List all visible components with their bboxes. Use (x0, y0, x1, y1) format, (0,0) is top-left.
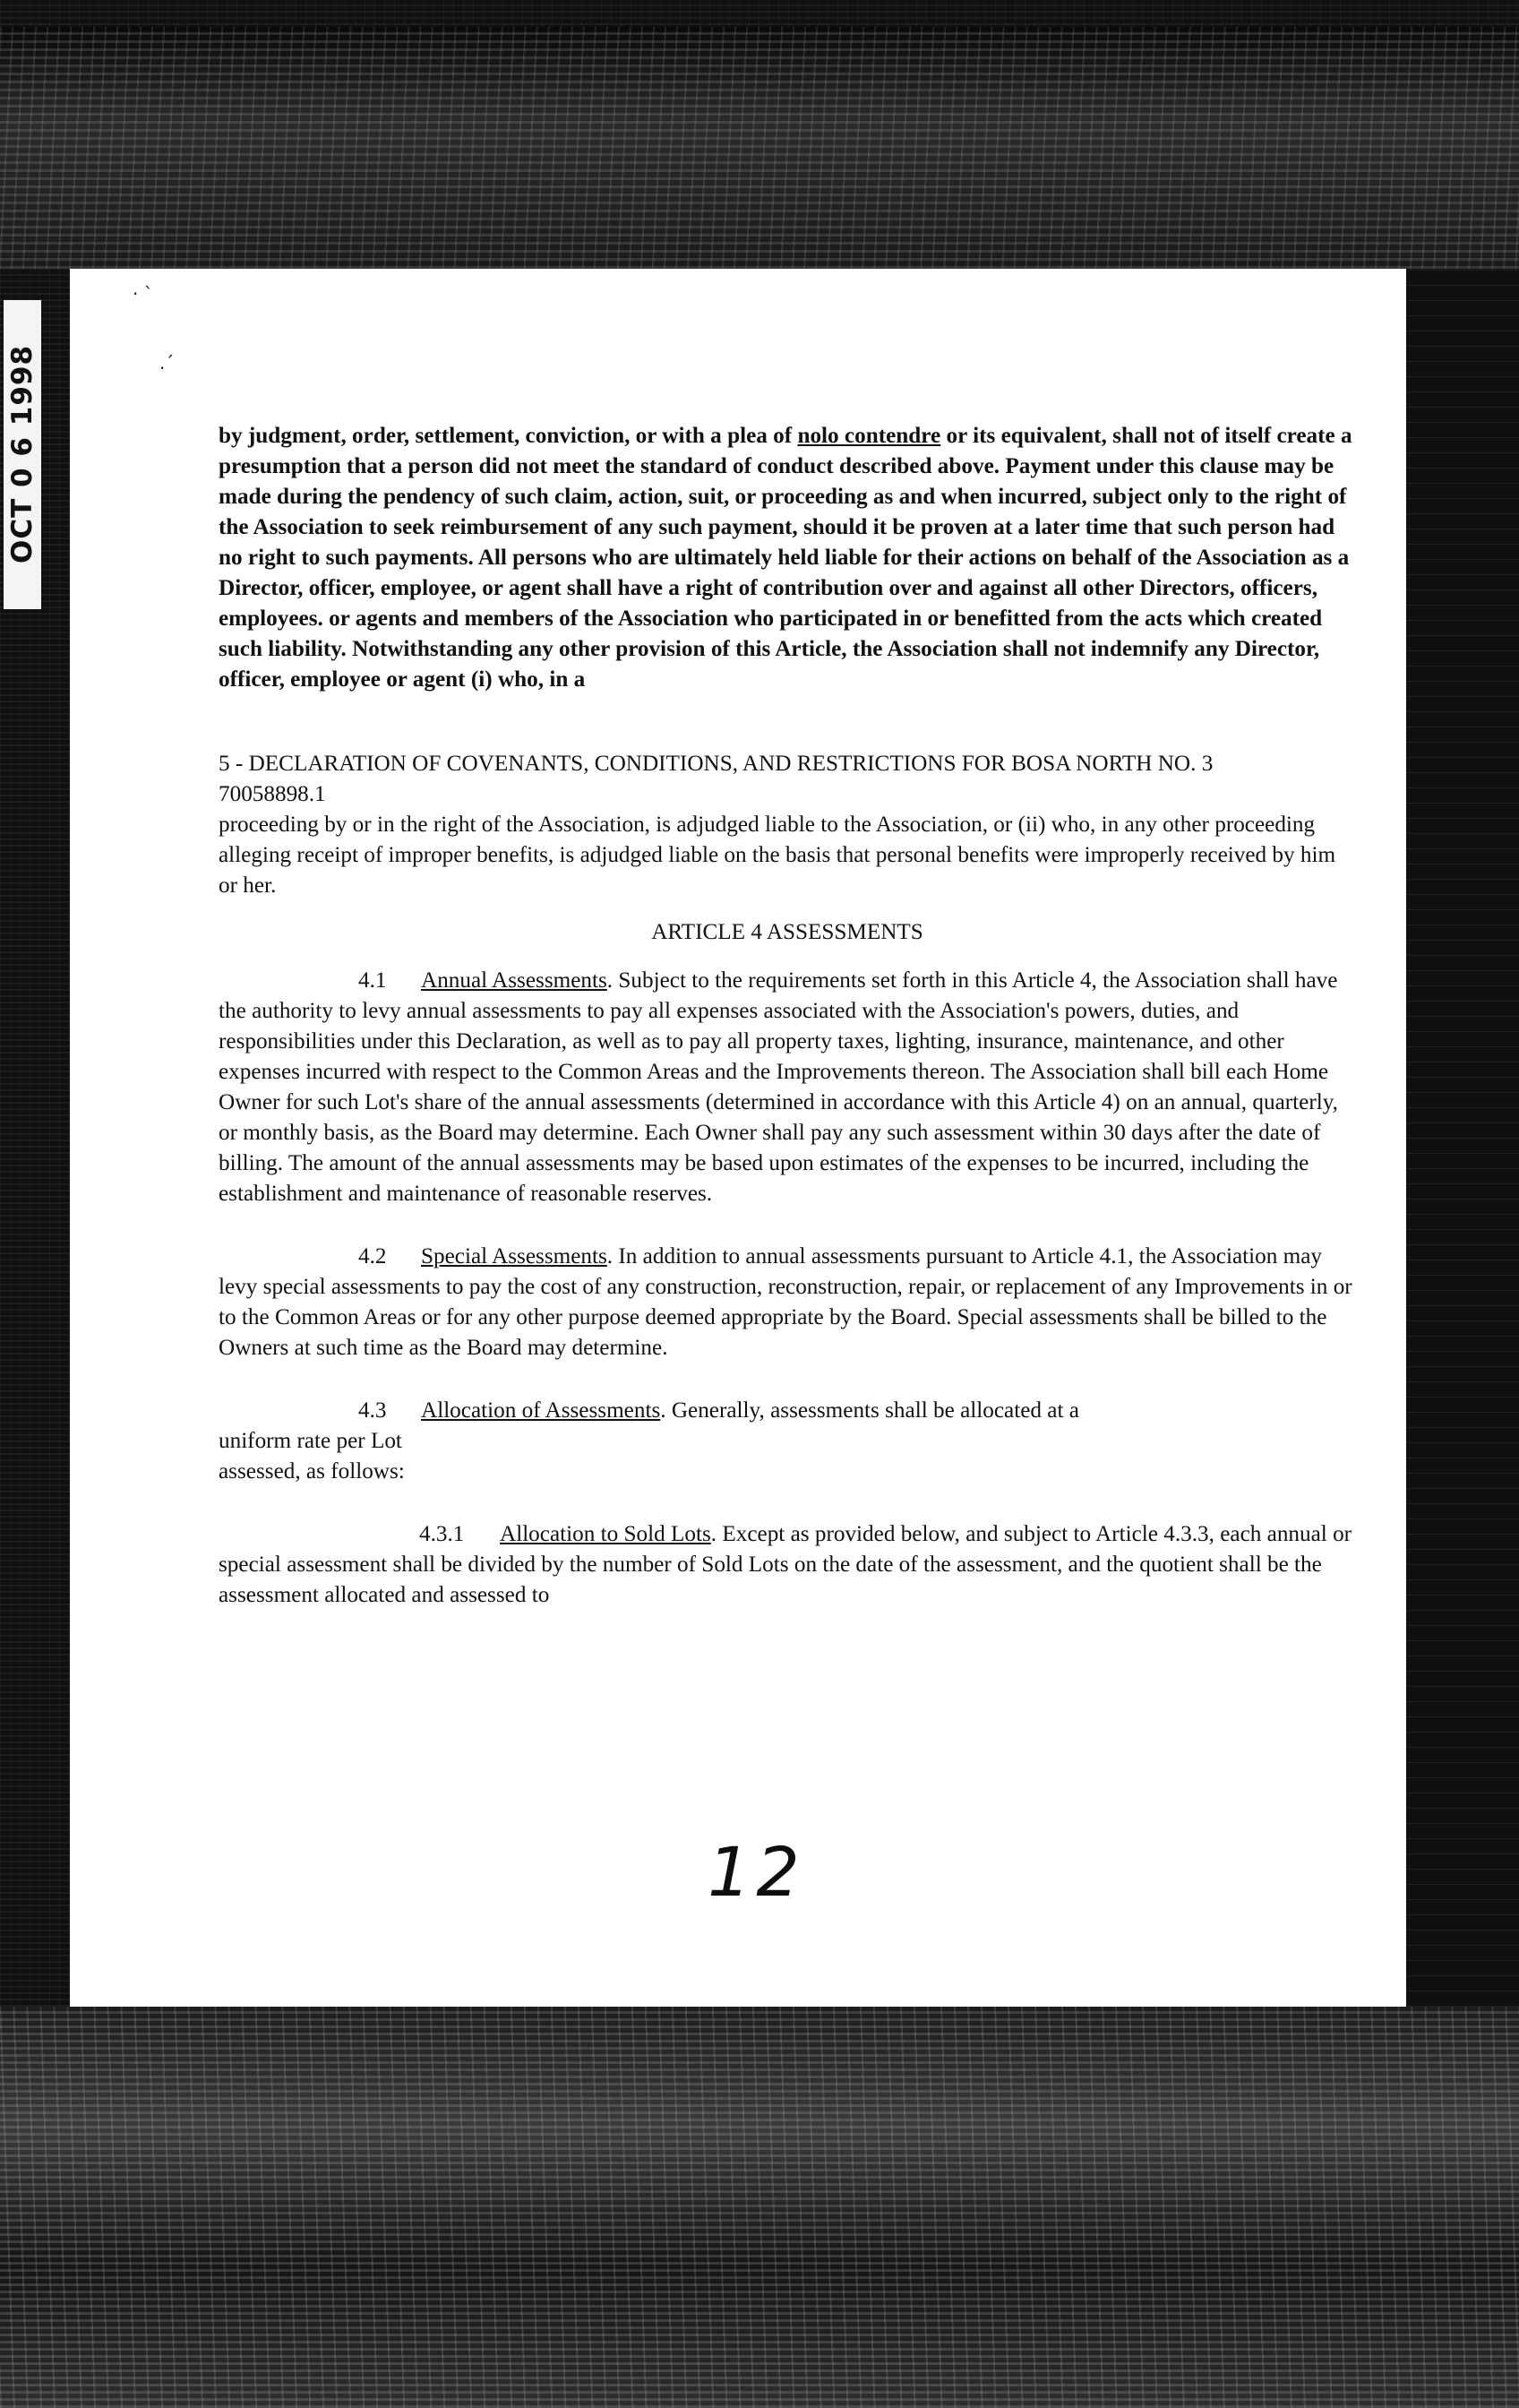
spacer (219, 1209, 1356, 1242)
document-page (70, 269, 1406, 2007)
section-title: Annual Assessments (421, 968, 607, 993)
scan-speck: · ˋ (133, 283, 153, 305)
document-body (219, 421, 1356, 1611)
scan-noise-bottom (0, 2007, 1519, 2408)
handwritten-page-number: 12 (708, 1832, 805, 1912)
scan-speck: .ˊ (159, 352, 175, 374)
section-title: Special Assessments (421, 1244, 607, 1268)
scan-noise-top (0, 27, 1519, 269)
section-title: Allocation of Assessments (421, 1398, 661, 1423)
spacer (219, 1363, 1356, 1396)
scan-noise-right (1406, 269, 1519, 2007)
spacer (219, 1487, 1356, 1519)
section-4-3 (219, 1396, 1356, 1426)
continuation-paragraph-2: proceeding by or in the right of the Association, is adjudged liable to the Association, or (ii) who, in any other proceeding alleging receipt of improper benefits, is adjudged liable on the basis that personal benefits were improperly received by him or her. (219, 813, 1336, 898)
text-run: by judgment, order, settlement, conviction, or with a plea of (219, 424, 798, 448)
text-run: or its equivalent, shall not of itself create a presumption that a person did not meet the standard of conduct described above. Payment under this clause may be made during the pendency of such claim, action, suit, or proceeding as and when incurred, subject only to the right of the Association to seek reimbursement of any such payment, should it be proven at a later time that such person had no right to such payments. All persons who are ultimately held liable for their actions on behalf of the Association as a Director, officer, employee, or agent shall have a right of contribution over and against all other Directors, officers, employees. or agents and members of the Association who participated in or benefitted from the acts which created such liability. Notwithstanding any other provision of this Article, the Association shall not indemnify any Director, officer, employee or agent (i) who, in a (219, 424, 1352, 692)
spacer (219, 948, 1356, 966)
section-number: 4.1 (358, 968, 387, 993)
stamp-date: OCT 0 6 1998 (6, 344, 39, 564)
section-4-1 (219, 966, 1356, 1209)
continuation-paragraph (219, 421, 1356, 695)
section-number: 4.2 (358, 1244, 387, 1268)
section-body: . In addition to annual assessments pursuant to Article 4.1, the Association may levy special assessments to pay the cost of any construction, reconstruction, repair, or replacement of any Improvements in or to the Common Areas or for any other purpose deemed appropriate by the Board. Special assessments shall be billed to the Owners at such time as the Board may determine. (219, 1244, 1352, 1360)
page-footer-title: 5 - DECLARATION OF COVENANTS, CONDITIONS, AND RESTRICTIONS FOR BOSA NORTH NO. 3 (219, 752, 1214, 776)
spacer (219, 695, 1356, 749)
section-4-2 (219, 1242, 1356, 1363)
section-body: . Except as provided below, and subject to Article 4.3.3, each annual or special assessment shall be divided by the number of Sold Lots on the date of the assessment, and the quotient shall be the assessment allocated and assessed to (219, 1522, 1352, 1607)
section-body: . Generally, assessments shall be allocated at a (660, 1398, 1079, 1423)
section-number: 4.3 (358, 1398, 387, 1423)
section-4-3-line-3: assessed, as follows: (219, 1459, 405, 1484)
latin-term: nolo contendre (797, 424, 941, 448)
section-title: Allocation to Sold Lots (500, 1522, 711, 1546)
spacer (219, 901, 1356, 917)
section-4-3-line-2: uniform rate per Lot (219, 1429, 402, 1453)
recording-date-stamp (4, 300, 41, 609)
section-4-3-1 (219, 1519, 1356, 1611)
section-body: . Subject to the requirements set forth in this Article 4, the Association shall have the authority to levy annual assessments to pay all expenses associated with the Association's powers, duties, and responsibilities under this Declaration, as well as to pay all property taxes, lighting, insurance, maintenance, and other expenses incurred with respect to the Common Areas and the Improvements thereon. The Association shall bill each Home Owner for such Lot's share of the annual assessments (determined in accordance with this Article 4) on an annual, quarterly, or monthly basis, as the Board may determine. Each Owner shall pay any such assessment within 30 days after the date of billing. The amount of the annual assessments may be based upon estimates of the expenses to be incurred, including the establishment and maintenance of reasonable reserves. (219, 968, 1338, 1206)
document-id: 70058898.1 (219, 782, 326, 806)
article-heading: ARTICLE 4 ASSESSMENTS (651, 920, 923, 944)
section-number: 4.3.1 (419, 1522, 465, 1546)
